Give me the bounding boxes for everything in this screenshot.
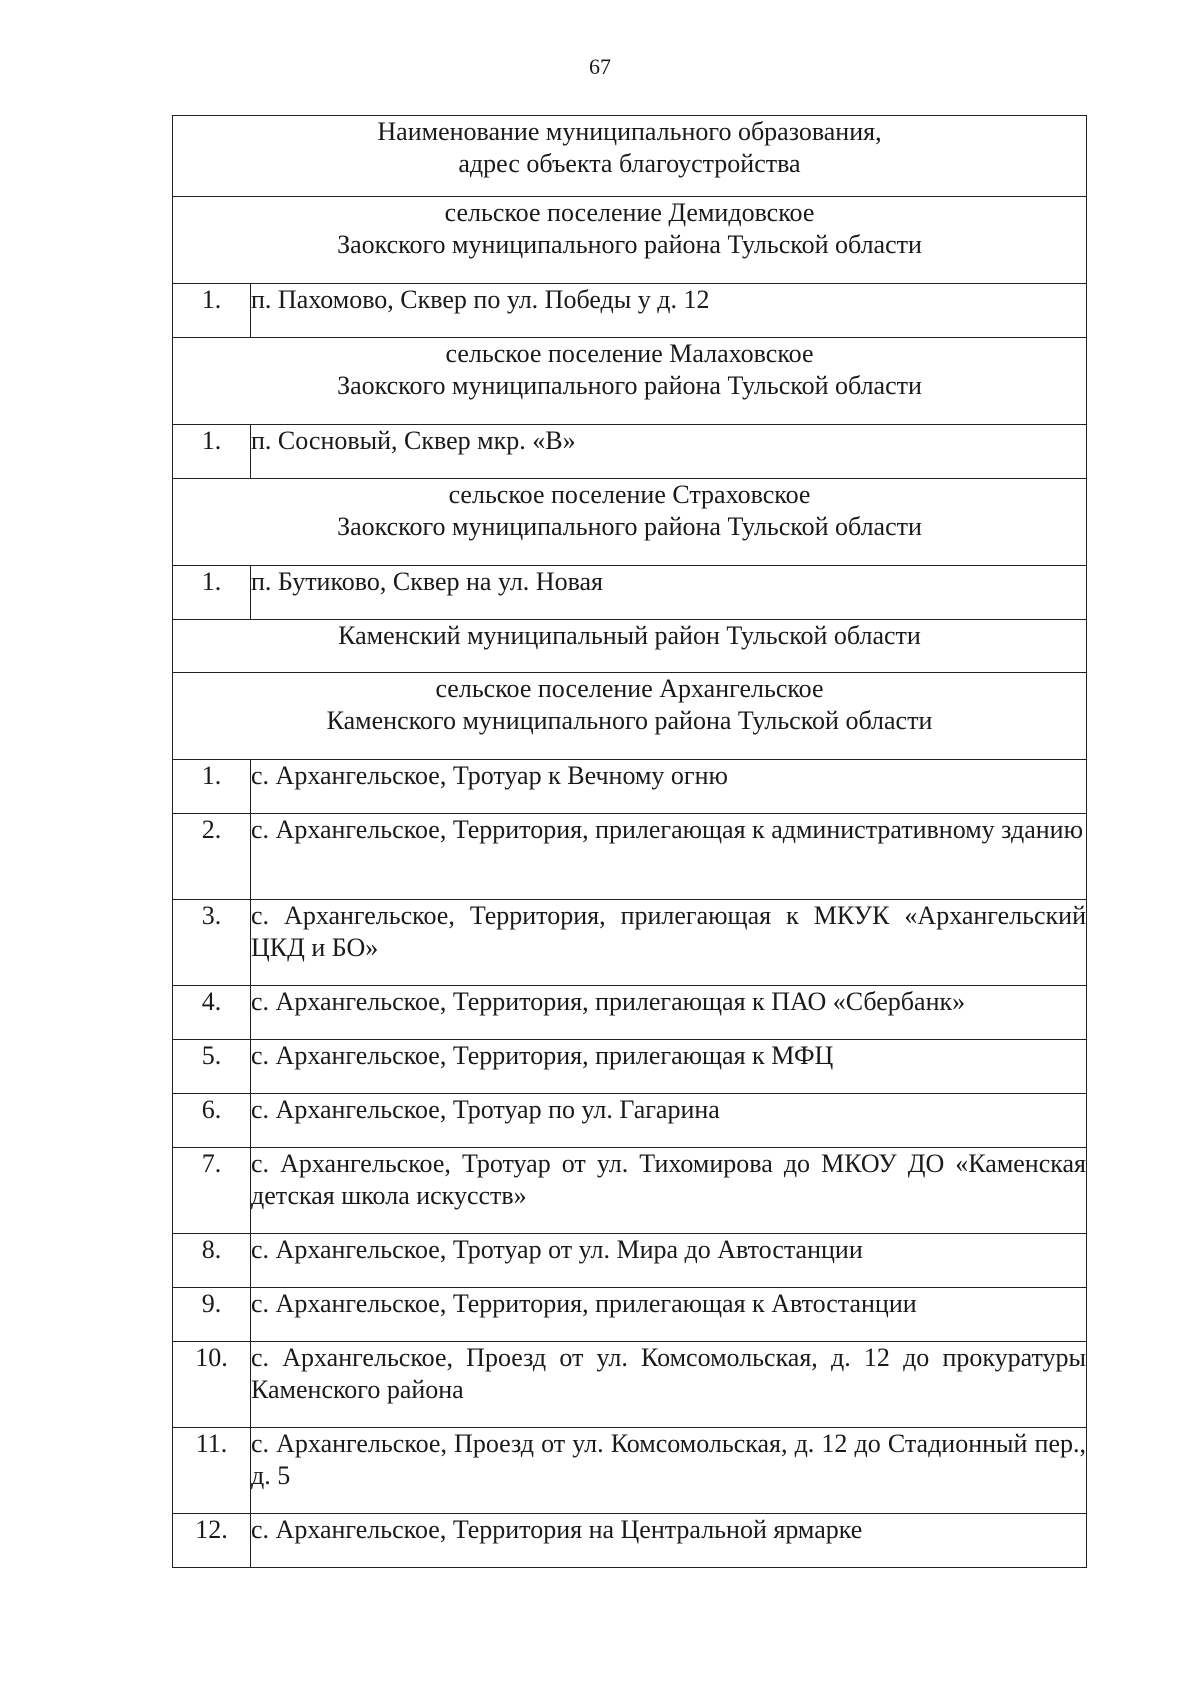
page-number: 67 [589,54,611,79]
header-line-1: Наименование муниципального образования, [377,117,882,146]
section-title-line-1: сельское поселение Страховское [448,480,811,509]
item-address: п. Пахомово, Сквер по ул. Победы у д. 12 [251,284,1087,338]
item-number: 10. [173,1342,251,1428]
item-address: п. Бутиково, Сквер на ул. Новая [251,566,1087,620]
item-address: с. Архангельское, Территория, прилегающая к Автостанции [251,1288,1087,1342]
district-title: Каменский муниципальный район Тульской области [338,621,921,650]
item-number: 3. [173,900,251,986]
table-row [173,1094,1087,1148]
item-number: 8. [173,1234,251,1288]
item-address: с. Архангельское, Проезд от ул. Комсомольская, д. 12 до прокуратуры Каменского района [251,1342,1087,1428]
section-title-cell [173,197,1087,284]
table-row [173,425,1087,479]
item-number: 2. [173,814,251,900]
item-address: с. Архангельское, Проезд от ул. Комсомольская, д. 12 до Стадионный пер., д. 5 [251,1428,1087,1514]
section-title-cell [173,338,1087,425]
table-row [173,566,1087,620]
table-row [173,1428,1087,1514]
item-number: 1. [173,760,251,814]
table-row [173,1148,1087,1234]
table-row [173,986,1087,1040]
item-address: с. Архангельское, Территория на Центральной ярмарке [251,1514,1087,1568]
item-number: 1. [173,566,251,620]
section-title-cell [173,479,1087,566]
item-number: 7. [173,1148,251,1234]
section-title-line-1: сельское поселение Архангельское [435,674,824,703]
item-number: 9. [173,1288,251,1342]
section-title-line-2: Каменского муниципального района Тульской области [326,706,933,735]
table-header-cell [173,116,1087,197]
section-row [173,673,1087,760]
table-row [173,1342,1087,1428]
table-row [173,900,1087,986]
table-row [173,1288,1087,1342]
table-row [173,1234,1087,1288]
section-row [173,479,1087,566]
table-row [173,1040,1087,1094]
item-number: 5. [173,1040,251,1094]
item-address: п. Сосновый, Сквер мкр. «В» [251,425,1087,479]
section-title-line-2: Заокского муниципального района Тульской области [337,371,922,400]
item-number: 4. [173,986,251,1040]
item-address: с. Архангельское, Тротуар от ул. Тихомирова до МКОУ ДО «Каменская детская школа искусств» [251,1148,1087,1234]
section-title-line-2: Заокского муниципального района Тульской области [337,512,922,541]
table-row [173,1514,1087,1568]
item-number: 11. [173,1428,251,1514]
section-title-line-1: сельское поселение Малаховское [445,339,814,368]
item-address: с. Архангельское, Тротуар от ул. Мира до Автостанции [251,1234,1087,1288]
item-number: 6. [173,1094,251,1148]
section-title-cell [173,673,1087,760]
item-address: с. Архангельское, Территория, прилегающая к административному зданию [251,814,1087,900]
section-title-line-2: Заокского муниципального района Тульской области [337,230,922,259]
section-row [173,338,1087,425]
table-header-row [173,116,1087,197]
item-address: с. Архангельское, Территория, прилегающая к ПАО «Сбербанк» [251,986,1087,1040]
district-row [173,620,1087,673]
table-row [173,284,1087,338]
table-row [173,814,1087,900]
item-address: с. Архангельское, Тротуар к Вечному огню [251,760,1087,814]
table-row [173,760,1087,814]
item-address: с. Архангельское, Территория, прилегающая к МКУК «Архангельский ЦКД и БО» [251,900,1087,986]
item-number: 12. [173,1514,251,1568]
district-title-cell [173,620,1087,673]
item-address: с. Архангельское, Тротуар по ул. Гагарина [251,1094,1087,1148]
item-address: с. Архангельское, Территория, прилегающая к МФЦ [251,1040,1087,1094]
section-row [173,197,1087,284]
registry-table [172,115,1087,1568]
item-number: 1. [173,425,251,479]
item-number: 1. [173,284,251,338]
section-title-line-1: сельское поселение Демидовское [444,198,815,227]
header-line-2: адрес объекта благоустройства [458,149,801,178]
